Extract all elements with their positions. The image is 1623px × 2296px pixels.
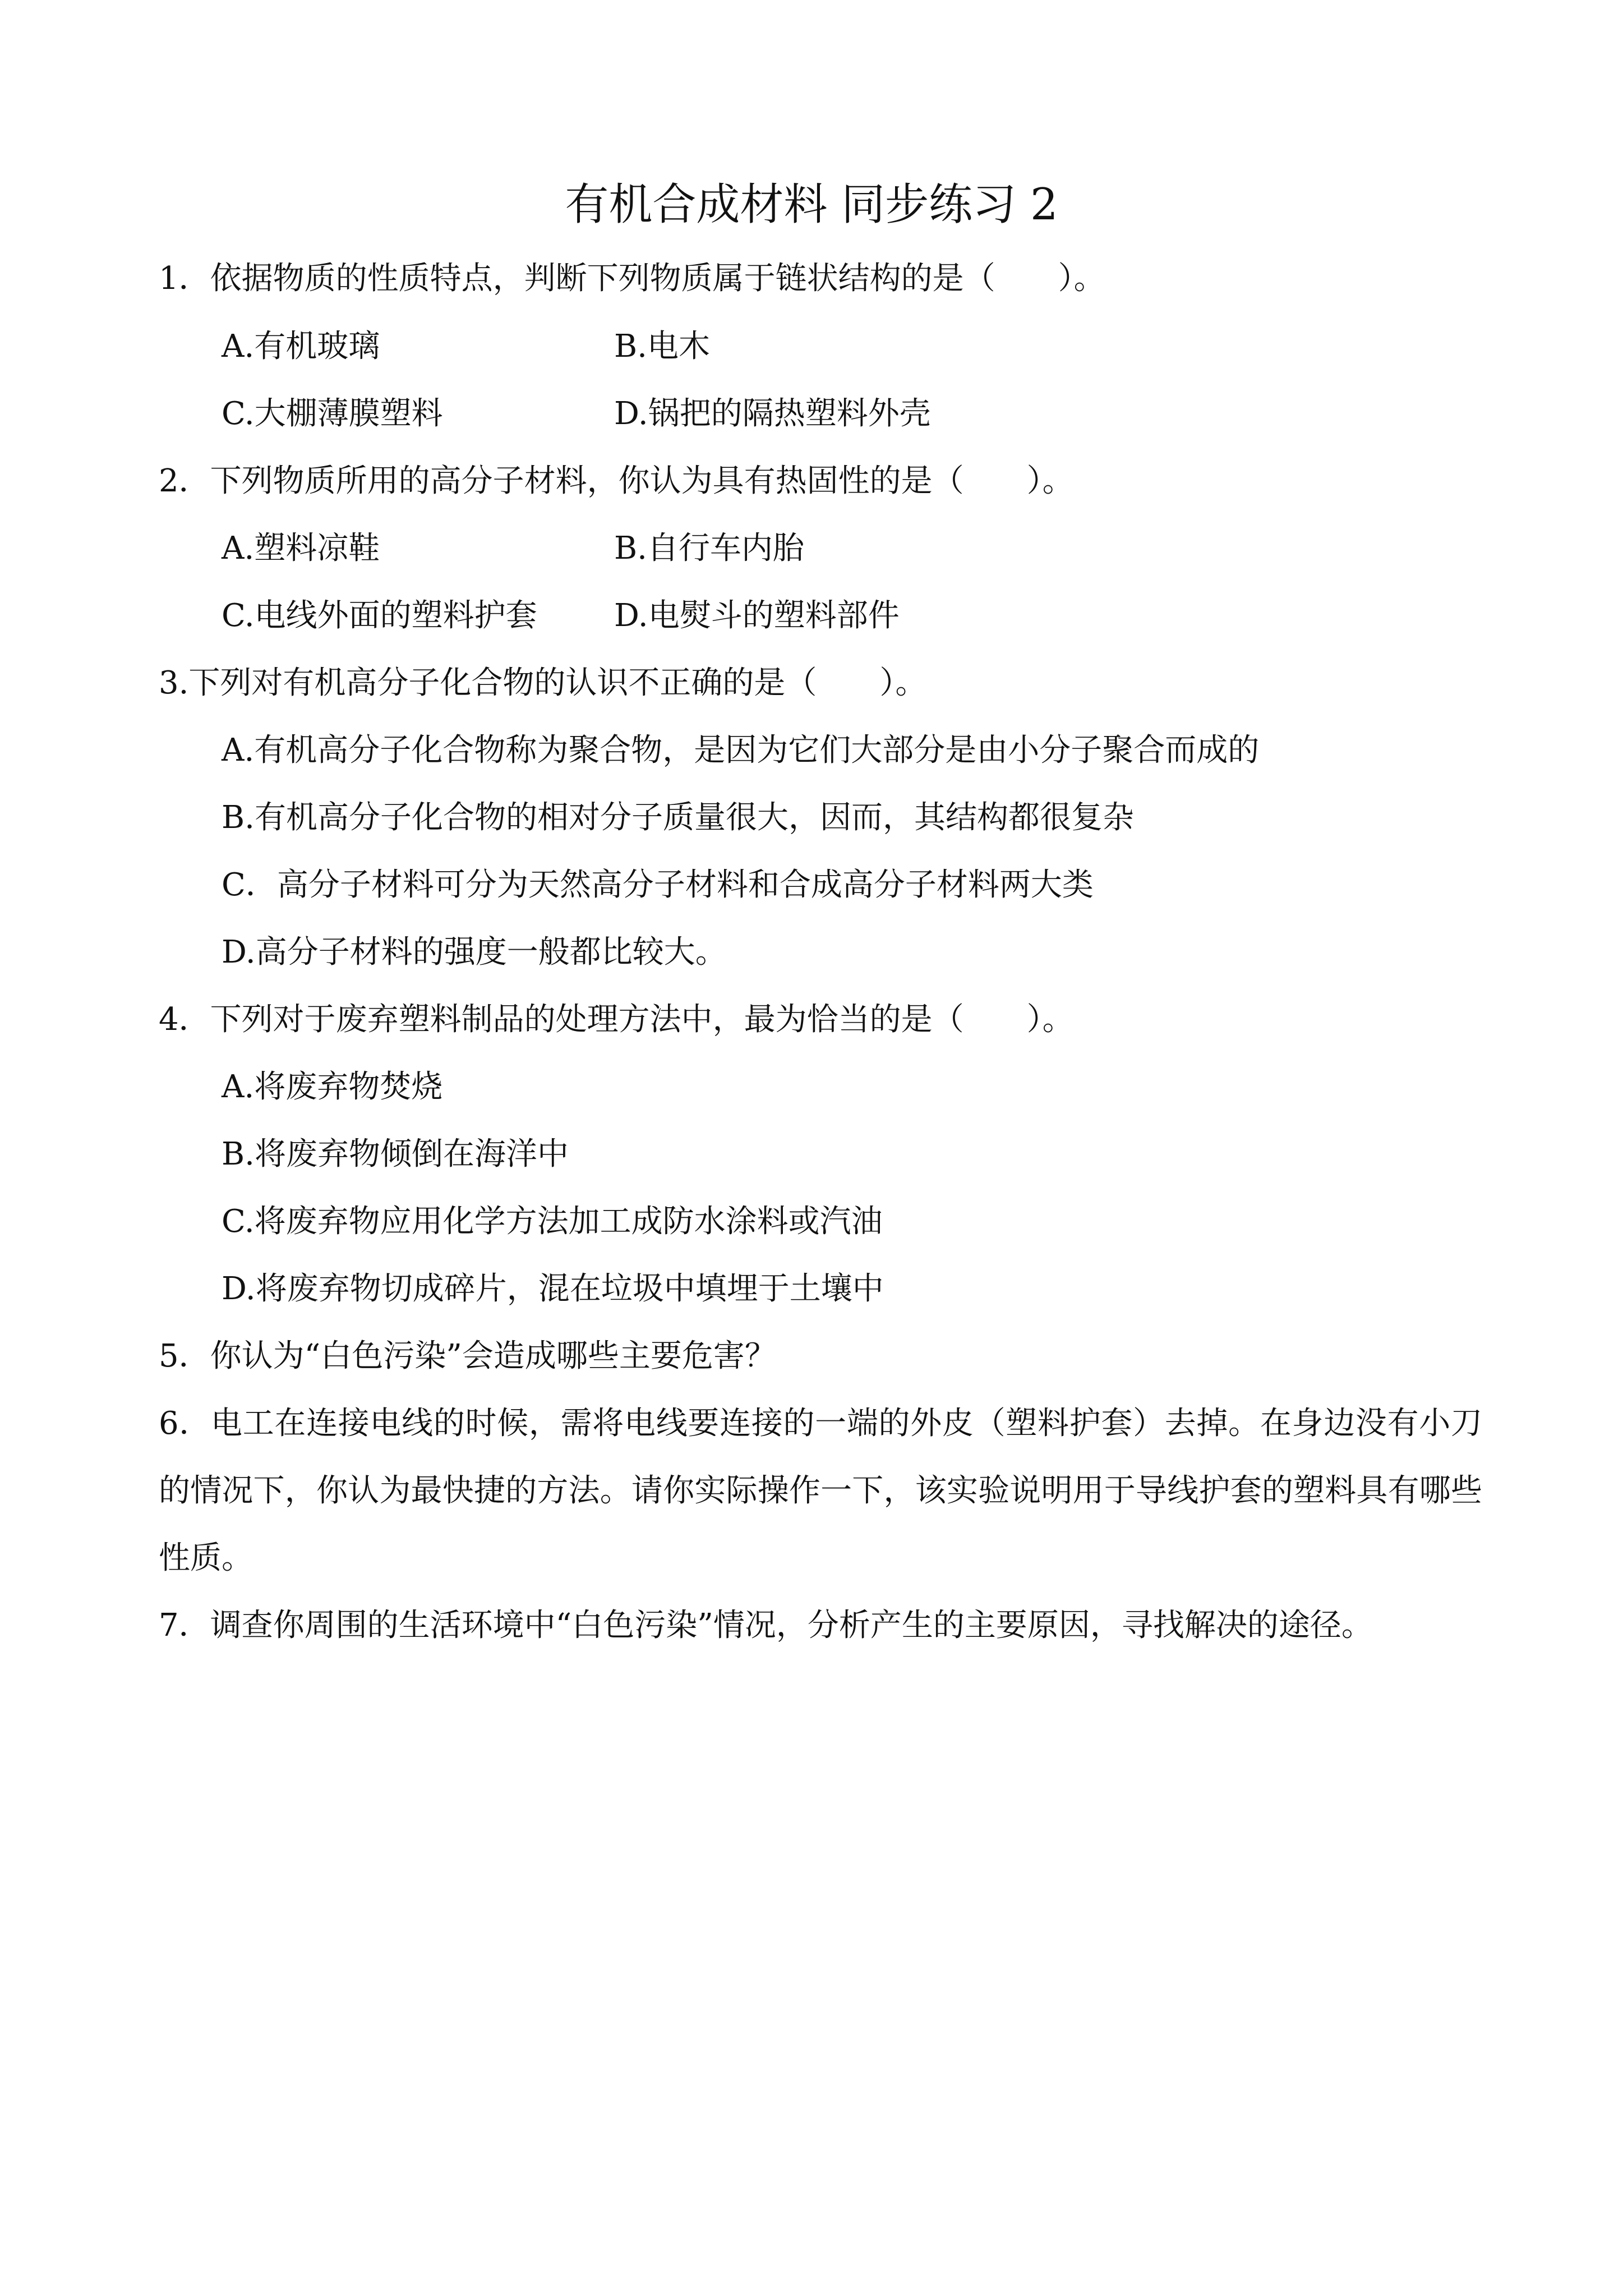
question-7-stem: 7．调查你周围的生活环境中“白色污染”情况，分析产生的主要原因，寻找解决的途径。	[159, 1607, 1373, 1644]
question-3-option-a: A.有机高分子化合物称为聚合物，是因为它们大部分是由小分子聚合而成的	[222, 732, 1260, 769]
question-2-option-c: C.电线外面的塑料护套	[222, 597, 537, 634]
question-2-option-d: D.电熨斗的塑料部件	[614, 597, 900, 634]
question-6-stem: 6．电工在连接电线的时候，需将电线要连接的一端的外皮（塑料护套）去掉。在身边没有小刀的情况下，你认为最快捷的方法。请你实际操作一下，该实验说明用于导线护套的塑料具有哪些性质。	[159, 1405, 1482, 1576]
question-4-option-d: D.将废弃物切成碎片，混在垃圾中填埋于土壤中	[222, 1271, 884, 1307]
question-2-option-a: A.塑料凉鞋	[222, 530, 380, 567]
question-5-stem: 5．你认为“白色污染”会造成哪些主要危害？	[159, 1338, 776, 1374]
question-3-option-d: D.高分子材料的强度一般都比较大。	[222, 934, 727, 970]
question-1-option-d: D.锅把的隔热塑料外壳	[614, 395, 931, 432]
question-4-option-b: B.将废弃物倾倒在海洋中	[222, 1136, 569, 1172]
question-4-option-c: C.将废弃物应用化学方法加工成防水涂料或汽油	[222, 1203, 883, 1240]
question-3-option-c: C．高分子材料可分为天然高分子材料和合成高分子材料两大类	[222, 867, 1094, 903]
question-1-option-b: B.电木	[614, 328, 710, 365]
question-2-option-b: B.自行车内胎	[614, 530, 804, 567]
question-2-stem: 2．下列物质所用的高分子材料，你认为具有热固性的是（ ）。	[159, 463, 1074, 499]
question-3-option-b: B.有机高分子化合物的相对分子质量很大，因而，其结构都很复杂	[222, 799, 1134, 836]
question-1-option-a: A.有机玻璃	[222, 328, 380, 365]
page-title: 有机合成材料 同步练习 2	[565, 180, 1058, 230]
question-1-option-c: C.大棚薄膜塑料	[222, 395, 443, 432]
question-1-stem: 1．依据物质的性质特点，判断下列物质属于链状结构的是（ ）。	[159, 260, 1105, 297]
question-3-stem: 3.下列对有机高分子化合物的认识不正确的是（ ）。	[159, 665, 927, 701]
question-4-stem: 4．下列对于废弃塑料制品的处理方法中，最为恰当的是（ ）。	[159, 1001, 1074, 1038]
question-4-option-a: A.将废弃物焚烧	[222, 1069, 443, 1105]
